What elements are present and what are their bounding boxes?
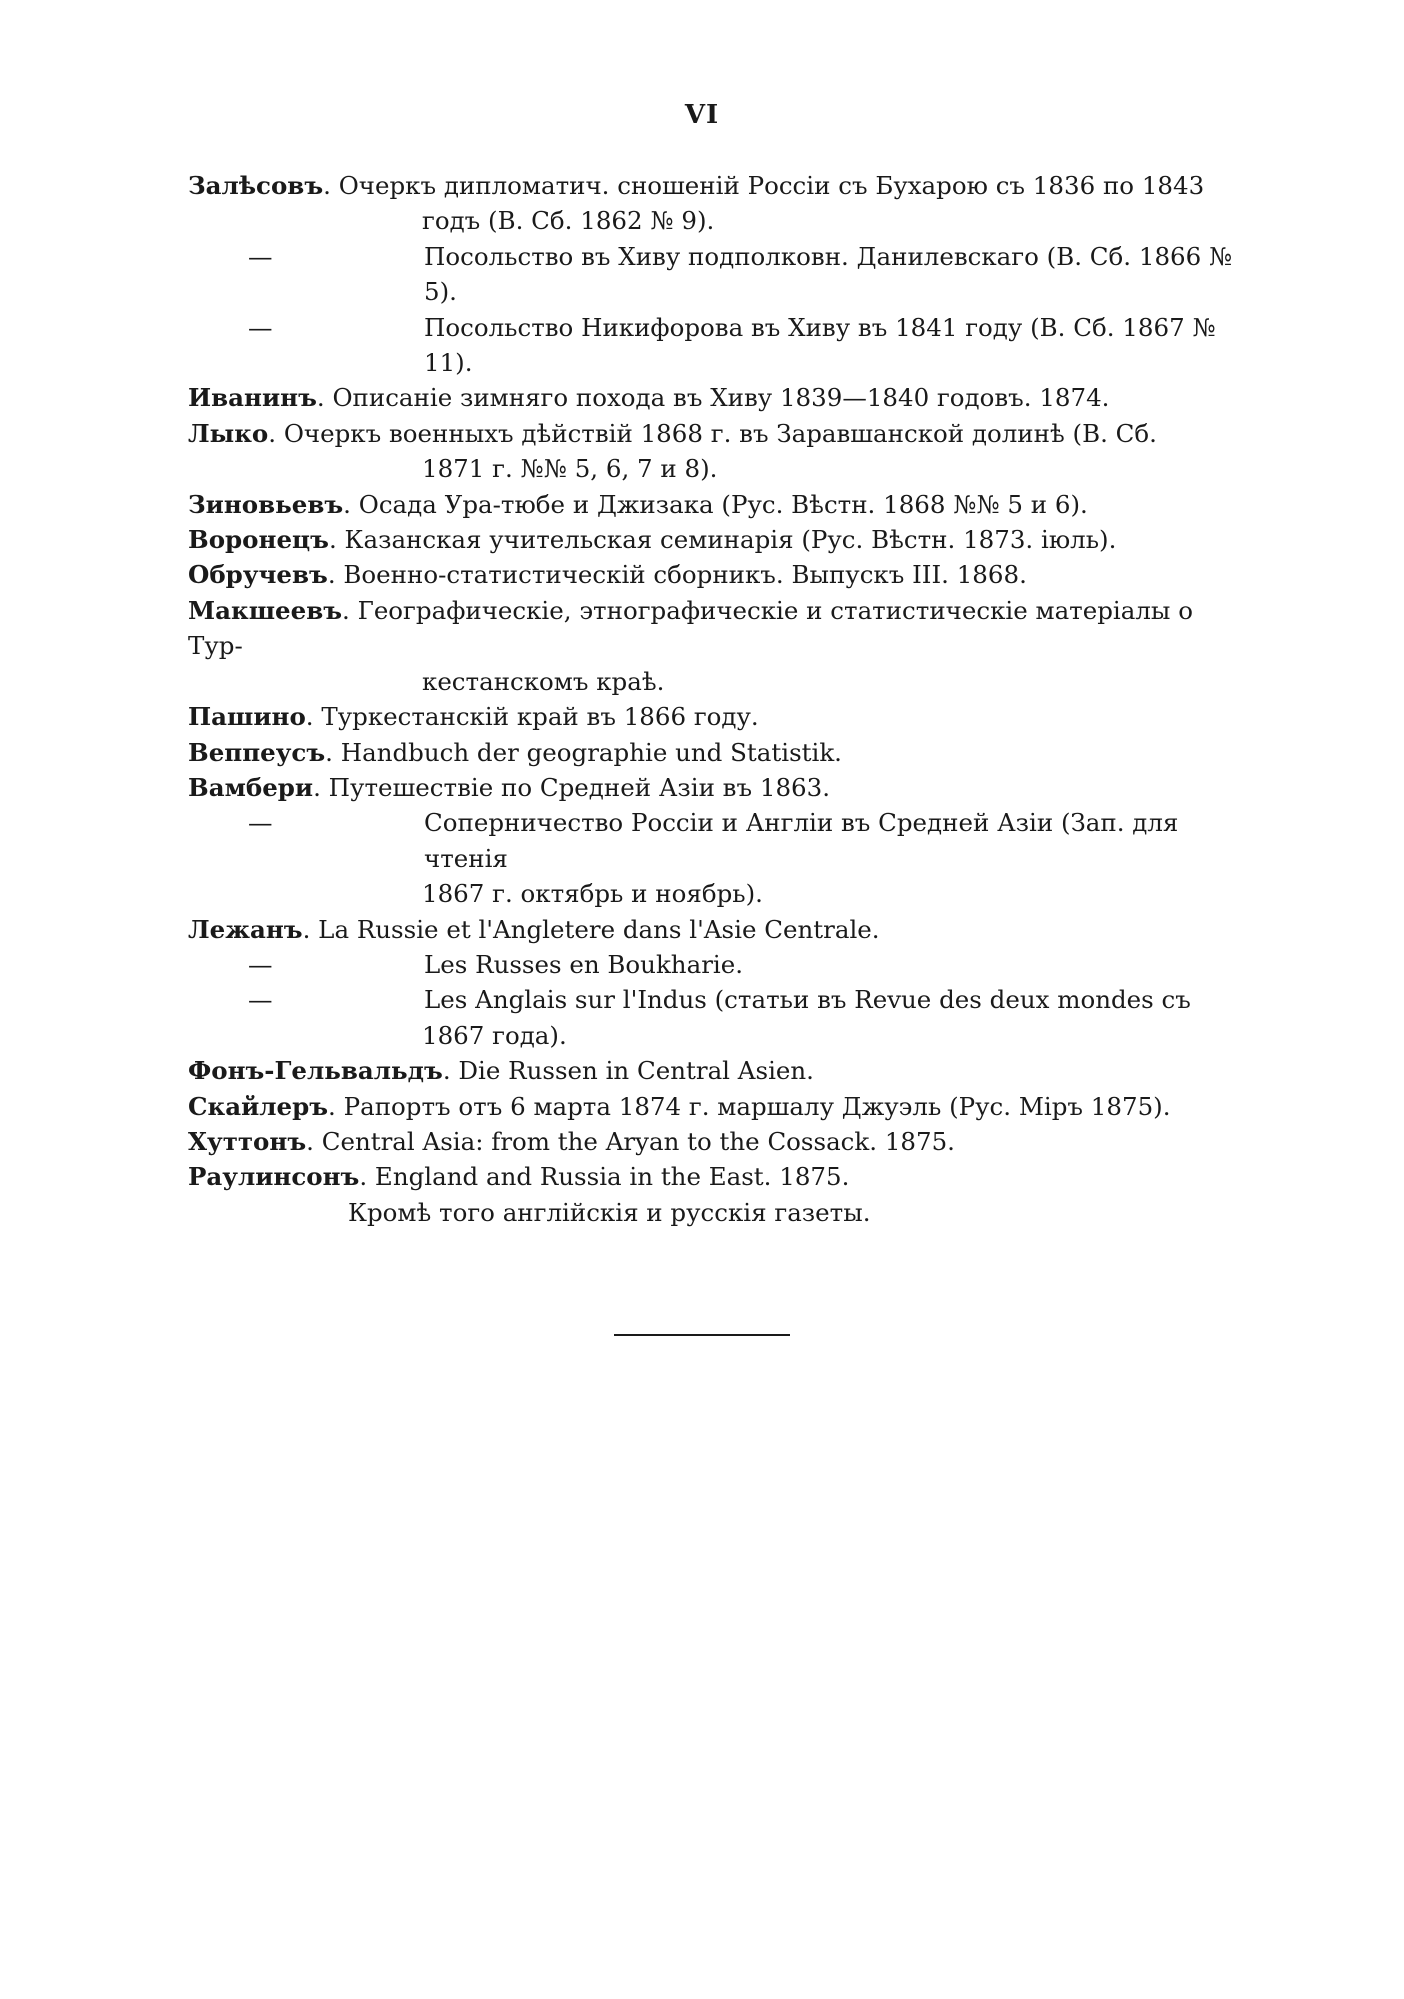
entry-text: . Казанская учительская семинарія (Рус. Вѣстн. 1873. іюль). xyxy=(328,525,1117,555)
entry-line xyxy=(188,168,1248,203)
entry-text: . Осада Ура-тюбе и Джизака (Рус. Вѣстн. 1868 №№ 5 и 6). xyxy=(343,489,1088,519)
bibliography-entry xyxy=(188,947,1248,982)
entry-text: Les Anglais sur l'Indus (статьи въ Revue des deux mondes съ xyxy=(424,985,1191,1015)
bibliography-entry xyxy=(188,770,1248,805)
bibliography-entry xyxy=(188,1089,1248,1124)
entry-text: . Туркестанскій край въ 1866 году. xyxy=(305,702,759,732)
entry-line xyxy=(188,1053,1248,1088)
bibliography-entry xyxy=(188,735,1248,770)
author-name: Пашино xyxy=(188,702,306,732)
entry-text: . Central Asia: from the Aryan to the Cossack. 1875. xyxy=(306,1126,955,1156)
author-name: Залѣсовъ xyxy=(188,171,324,200)
ditto-dash: — xyxy=(248,808,273,838)
bibliography-entry xyxy=(188,239,1248,310)
entry-line xyxy=(188,1089,1248,1124)
entry-line xyxy=(188,239,1248,310)
entry-text: . Путешествіе по Средней Азіи въ 1863. xyxy=(313,772,830,802)
bibliography-entry xyxy=(188,982,1248,1053)
entry-text: . La Russie et l'Angletere dans l'Asie Centrale. xyxy=(302,914,880,944)
entry-continuation: кестанскомъ краѣ. xyxy=(422,666,665,696)
bibliography-entry xyxy=(188,1159,1248,1194)
bibliography-entry xyxy=(188,522,1248,557)
ditto-dash: — xyxy=(248,312,273,342)
entry-line xyxy=(188,310,1248,381)
entry-text: . Географическіе, этнографическіе и статистическіе матеріалы о Тур- xyxy=(188,595,1193,661)
author-name: Фонъ-Гельвальдъ xyxy=(188,1056,443,1086)
entry-text: . Die Russen in Central Asien. xyxy=(442,1056,814,1086)
bibliography-entry xyxy=(188,912,1248,947)
entry-text: Les Russes en Boukharie. xyxy=(424,949,744,979)
entry-continuation: 1867 года). xyxy=(422,1020,567,1050)
author-name: Лежанъ xyxy=(188,914,303,944)
entry-line xyxy=(188,912,1248,947)
bibliography xyxy=(188,168,1248,1230)
bibliography-entry xyxy=(188,168,1248,239)
entry-continuation: 1867 г. октябрь и ноябрь). xyxy=(422,879,763,909)
author-name: Веппеусъ xyxy=(188,737,326,767)
bibliography-entry xyxy=(188,805,1248,911)
entry-text: . Рапортъ отъ 6 марта 1874 г. маршалу Джуэль (Рус. Міръ 1875). xyxy=(328,1091,1171,1121)
entry-line xyxy=(188,522,1248,557)
entry-continuation: 1871 г. №№ 5, 6, 7 и 8). xyxy=(422,454,718,484)
entry-line xyxy=(188,380,1248,415)
entry-text: . Handbuch der geographie und Statistik. xyxy=(325,737,842,767)
bibliography-entry xyxy=(188,1124,1248,1159)
ditto-dash: — xyxy=(248,949,273,979)
author-name: Воронецъ xyxy=(188,525,329,555)
ditto-dash: — xyxy=(248,985,273,1015)
entry-line xyxy=(188,1124,1248,1159)
entry-text: . Военно-статистическій сборникъ. Выпускъ III. 1868. xyxy=(327,560,1027,590)
page-number: VI xyxy=(684,100,720,130)
entry-line xyxy=(188,593,1248,664)
entry-text: . Описаніе зимняго похода въ Хиву 1839—1840 годовъ. 1874. xyxy=(316,383,1110,413)
author-name: Иванинъ xyxy=(188,383,317,413)
entry-continuation: годъ (В. Сб. 1862 № 9). xyxy=(422,206,715,236)
entry-line xyxy=(188,557,1248,592)
author-name: Вамбери xyxy=(188,772,314,802)
entry-text: . Очеркъ дипломатич. сношеній Россіи съ Бухарою съ 1836 по 1843 xyxy=(323,171,1205,200)
ditto-dash: — xyxy=(248,241,273,271)
author-name: Обручевъ xyxy=(188,560,328,590)
entry-line xyxy=(188,947,1248,982)
entry-text: Посольство Никифорова въ Хиву въ 1841 году (В. Сб. 1867 № 11). xyxy=(424,312,1216,378)
author-name: Скайлеръ xyxy=(188,1091,329,1121)
bibliography-entry xyxy=(188,699,1248,734)
author-name: Макшеевъ xyxy=(188,595,343,625)
entry-text: . England and Russia in the East. 1875. xyxy=(359,1162,850,1192)
entry-line xyxy=(188,699,1248,734)
bibliography-entry xyxy=(188,557,1248,592)
bibliography-entry xyxy=(188,380,1248,415)
bibliography-entry xyxy=(188,487,1248,522)
entry-line xyxy=(188,805,1248,876)
bibliography-entry xyxy=(188,310,1248,381)
entry-text: Соперничество Россіи и Англіи въ Средней Азіи (Зап. для чтенія xyxy=(424,808,1179,873)
bibliography-entry xyxy=(188,416,1248,487)
entry-line xyxy=(188,770,1248,805)
entry-line xyxy=(188,487,1248,522)
entry-line xyxy=(188,1159,1248,1194)
author-name: Зиновьевъ xyxy=(188,489,344,519)
entry-line xyxy=(188,416,1248,451)
bibliography-entry xyxy=(188,593,1248,699)
entry-line xyxy=(188,735,1248,770)
bibliography-entry xyxy=(188,1053,1248,1088)
closing-note: Кромѣ того англійскія и русскія газеты. xyxy=(348,1197,871,1227)
entry-text: . Очеркъ военныхъ дѣйствій 1868 г. въ Заравшанской долинѣ (В. Сб. xyxy=(268,418,1157,448)
author-name: Хуттонъ xyxy=(188,1126,307,1156)
closing-rule xyxy=(614,1334,790,1336)
author-name: Раулинсонъ xyxy=(188,1162,360,1192)
author-name: Лыко xyxy=(188,418,269,448)
entry-text: Посольство въ Хиву подполковн. Данилевскаго (В. Сб. 1866 № 5). xyxy=(424,241,1233,307)
entry-line xyxy=(188,982,1248,1017)
